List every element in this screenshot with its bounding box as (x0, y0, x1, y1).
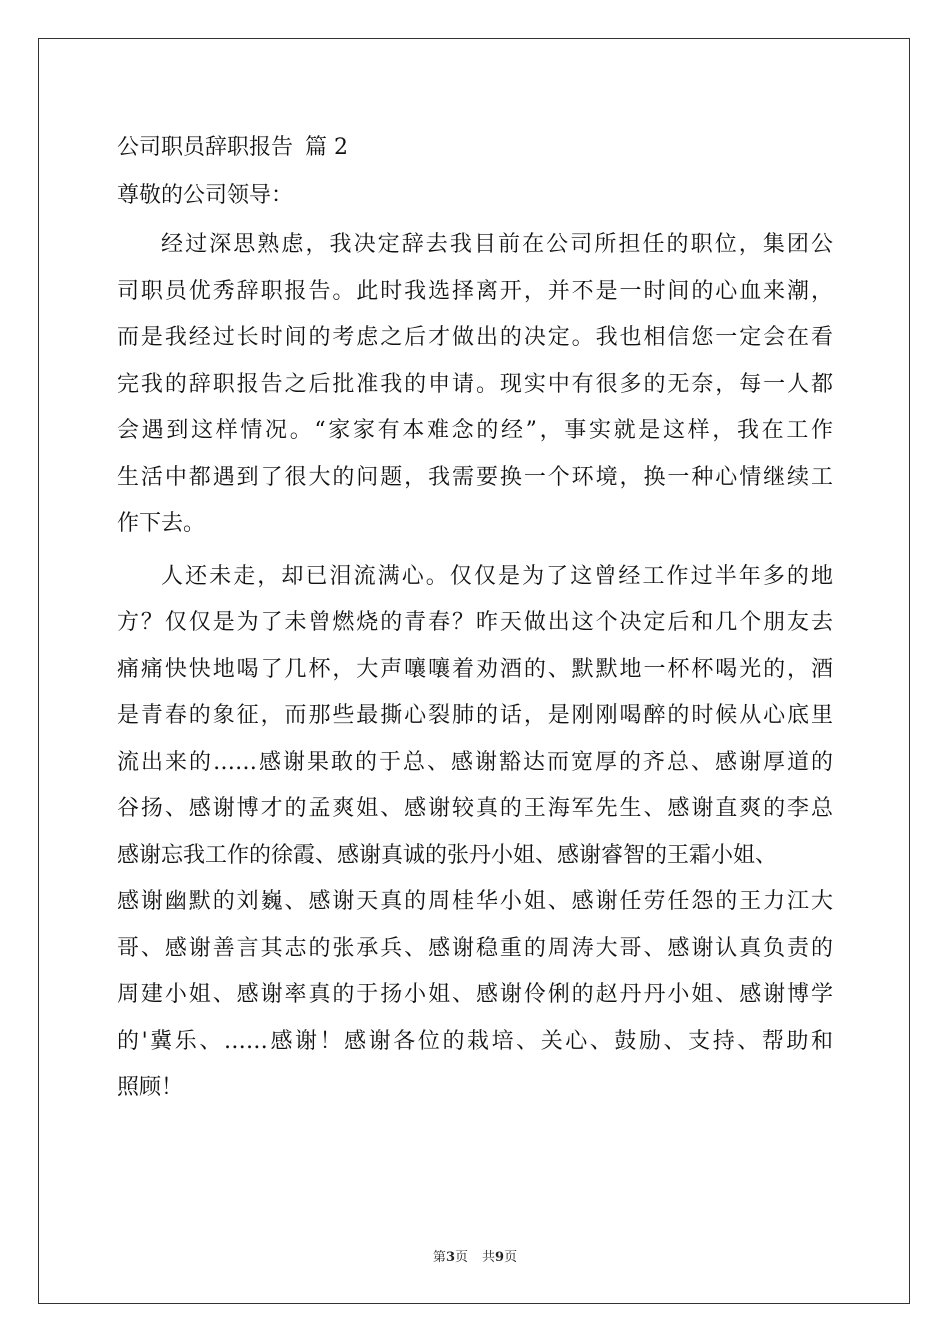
page-prefix: 第 (432, 1250, 446, 1265)
paragraph-line: 的'冀乐、……感谢！感谢各位的栽培、关心、鼓励、支持、帮助和 (117, 1028, 833, 1054)
paragraph-line: 是青春的象征，而那些最撕心裂肺的话，是刚刚喝醉的时候从心底里 (117, 703, 833, 728)
paragraph-line: 经过深思熟虑，我决定辞去我目前在公司所担任的职位，集团公 (161, 232, 833, 257)
total-unit: 页 (504, 1250, 518, 1265)
page-footer (0, 1246, 950, 1265)
paragraph-line: 司职员优秀辞职报告。此时我选择离开，并不是一时间的心血来潮， (117, 278, 833, 304)
paragraph-line: 感谢幽默的刘巍、感谢天真的周桂华小姐、感谢任劳任怨的王力江大 (117, 889, 833, 914)
paragraph-line: 会遇到这样情况。“家家有本难念的经”，事实就是这样，我在工作 (117, 418, 833, 443)
paragraph-2 (117, 554, 833, 1112)
paragraph-line: 哥、感谢善言其志的张承兵、感谢稳重的周涛大哥、感谢认真负责的 (117, 935, 833, 961)
paragraph-line: 谷扬、感谢博才的孟爽姐、感谢较真的王海军先生、感谢直爽的李总 (117, 796, 833, 821)
paragraph-line: 而是我经过长时间的考虑之后才做出的决定。我也相信您一定会在看 (117, 325, 833, 350)
paragraph-line: 照顾！ (117, 1075, 184, 1100)
total-prefix: 共 (482, 1250, 496, 1265)
paragraph-line: 流出来的……感谢果敢的于总、感谢豁达而宽厚的齐总、感谢厚道的 (117, 749, 833, 775)
paragraph-line: 痛痛快快地喝了几杯，大声嚷嚷着劝酒的、默默地一杯杯喝光的，酒 (117, 656, 833, 682)
paragraph-line: 方？仅仅是为了未曾燃烧的青春？昨天做出这个决定后和几个朋友去 (117, 610, 833, 635)
paragraph-line: 生活中都遇到了很大的问题，我需要换一个环境，换一种心情继续工 (117, 464, 833, 490)
page-unit: 页 (454, 1250, 468, 1265)
paragraph-line: 完我的辞职报告之后批准我的申请。现实中有很多的无奈，每一人都 (117, 371, 833, 397)
paragraph-line: 作下去。 (117, 511, 206, 536)
page-current: 3 (445, 1250, 455, 1265)
document-title (117, 128, 833, 168)
page-total: 9 (495, 1250, 505, 1265)
paragraph-line: 人还未走，却已泪流满心。仅仅是为了这曾经工作过半年多的地 (161, 563, 833, 589)
paragraph-line: 周建小姐、感谢率真的于扬小姐、感谢伶俐的赵丹丹小姐、感谢博学 (117, 982, 833, 1007)
title-suffix: 篇 2 (305, 135, 349, 160)
title-text: 公司职员辞职报告 (117, 135, 294, 160)
salutation: 尊敬的公司领导： (117, 183, 294, 208)
paragraph-1 (117, 222, 833, 548)
paragraph-line: 感谢忘我工作的徐霞、感谢真诚的张丹小姐、感谢睿智的王霜小姐、 (117, 842, 778, 868)
document-body (117, 128, 833, 1112)
